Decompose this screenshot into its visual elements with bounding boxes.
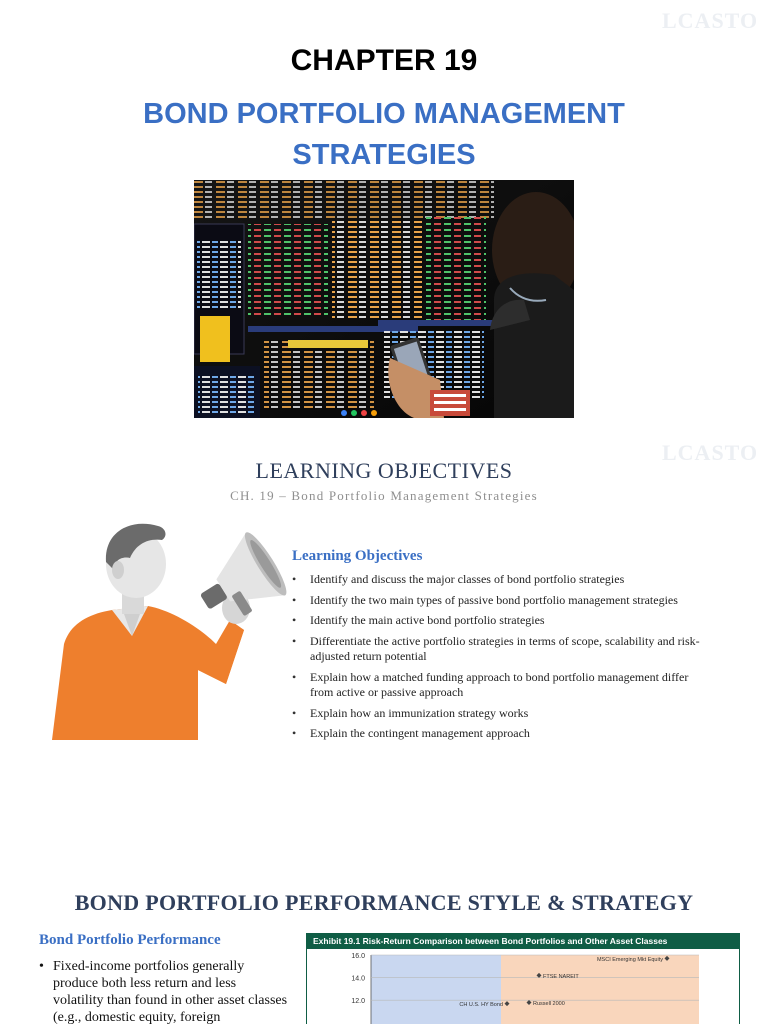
title-slide [0,0,768,428]
megaphone-person-illustration [48,514,288,744]
bond-region [371,955,501,1024]
objectives-list [292,572,702,747]
watermark: LCASTO [662,8,759,33]
objective-item: • Explain how an immunization strategy works [292,706,702,722]
data-point-label: FTSE NAREIT [543,973,579,980]
chapter-title [0,94,768,176]
watermark: LCASTO [662,440,759,465]
learning-objectives-slide [0,428,768,858]
slide-title: LEARNING OBJECTIVES [255,458,513,483]
y-tick-label: 14.0 [351,975,365,983]
objective-item: • Explain how a matched funding approach to bond portfolio management differ from active or passive approach [292,670,702,701]
objectives-heading: Learning Objectives [292,548,423,564]
equity-region [501,955,699,1024]
data-point-label: Russell 2000 [533,1000,565,1007]
chapter-title-line2: STRATEGIES [292,139,476,171]
performance-slide [0,858,768,1024]
performance-text: • Fixed-income portfolios generally produce both less return and less volatility than found in other asset classes (e.g., domestic equity, foreign [39,958,289,1024]
exhibit-title: Exhibit 19.1 Risk-Return Comparison between Bond Portfolios and Other Asset Classes [307,934,739,949]
trading-screen-photo [194,180,574,418]
megaphone-person-icon [48,514,288,744]
section-heading: Bond Portfolio Performance [39,932,221,948]
chapter-number: CHAPTER 19 [290,44,478,77]
data-point-label: MSCI Emerging Mkt Equity [596,956,663,963]
objective-item: • Differentiate the active portfolio strategies in terms of scope, scalability and risk-adjusted return potential [292,634,702,665]
chapter-title-line1: BOND PORTFOLIO MANAGEMENT [143,98,625,130]
objective-item: • Identify the main active bond portfolio strategies [292,613,702,629]
slide-subtitle: CH. 19 – Bond Portfolio Management Strategies [230,488,538,503]
objective-item: • Explain the contingent management approach [292,726,702,742]
exhibit-chart [306,933,740,1024]
trading-screen-image [194,180,574,418]
objective-item: • Identify and discuss the major classes of bond portfolio strategies [292,572,702,588]
slide-title: BOND PORTFOLIO PERFORMANCE STYLE & STRATEGY [74,890,694,915]
data-point-label: CH U.S. HY Bond [459,1002,503,1009]
objective-item: • Identify the two main types of passive bond portfolio management strategies [292,593,702,609]
y-tick-label: 12.0 [351,998,365,1006]
performance-bullets [39,958,289,1024]
y-tick-label: 16.0 [351,953,365,960]
risk-return-chart [307,949,739,1024]
